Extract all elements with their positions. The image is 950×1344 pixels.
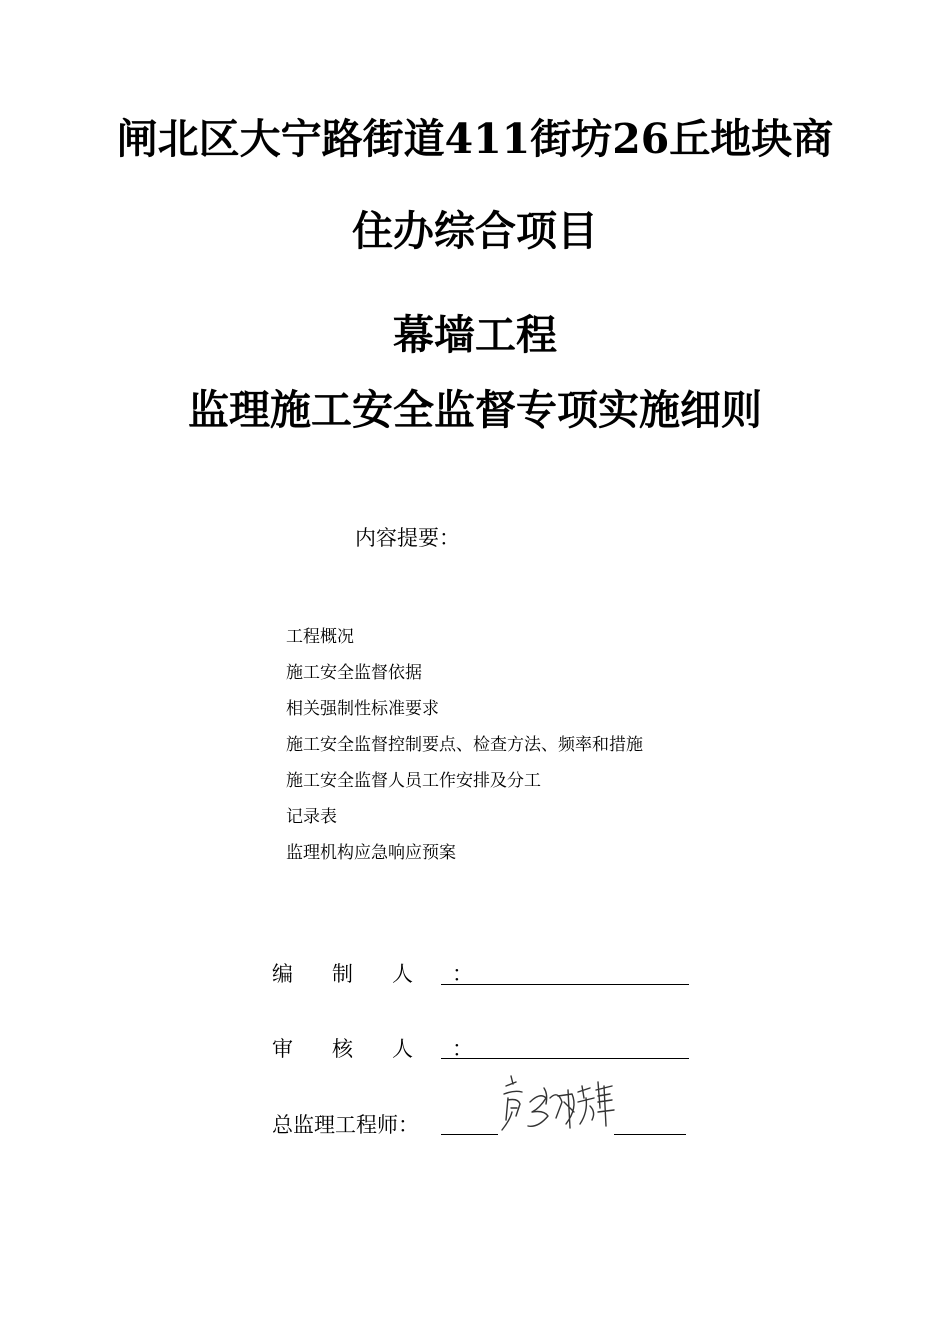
summary-item: 施工安全监督依据: [286, 663, 422, 683]
summary-item: 工程概况: [286, 627, 354, 647]
summary-heading: 内容提要：: [355, 526, 460, 550]
chief-engineer-colon: ：: [398, 1113, 419, 1137]
handwritten-signature: [494, 1068, 624, 1140]
reviewer-label: 审核人: [272, 1037, 452, 1061]
chief-signature-line-right: [614, 1134, 686, 1135]
editor-signature-row: [272, 957, 473, 991]
document-subtitle-line-2: 监理施工安全监督专项实施细则: [188, 386, 762, 434]
document-subtitle-line-1: 幕墙工程: [393, 311, 557, 359]
reviewer-signature-line: [441, 1058, 689, 1059]
chief-engineer-signature-row: [272, 1108, 419, 1142]
editor-signature-line: [441, 984, 689, 985]
summary-item: 监理机构应急响应预案: [286, 843, 456, 863]
chief-signature-line-left: [441, 1134, 498, 1135]
editor-colon: ：: [452, 962, 473, 986]
summary-item: 记录表: [286, 807, 337, 827]
summary-item: 施工安全监督控制要点、检查方法、频率和措施: [286, 735, 643, 755]
summary-item: 施工安全监督人员工作安排及分工: [286, 771, 541, 791]
project-title-line-2: 住办综合项目: [352, 207, 598, 255]
summary-item: 相关强制性标准要求: [286, 699, 439, 719]
editor-label: 编制人: [272, 962, 452, 986]
reviewer-signature-row: [272, 1032, 473, 1066]
summary-list: [286, 626, 643, 878]
chief-engineer-label: 总监理工程师: [272, 1113, 398, 1137]
project-title-line-1: 闸北区大宁路街道411街坊26丘地块商: [116, 115, 834, 163]
reviewer-colon: ：: [452, 1037, 473, 1061]
